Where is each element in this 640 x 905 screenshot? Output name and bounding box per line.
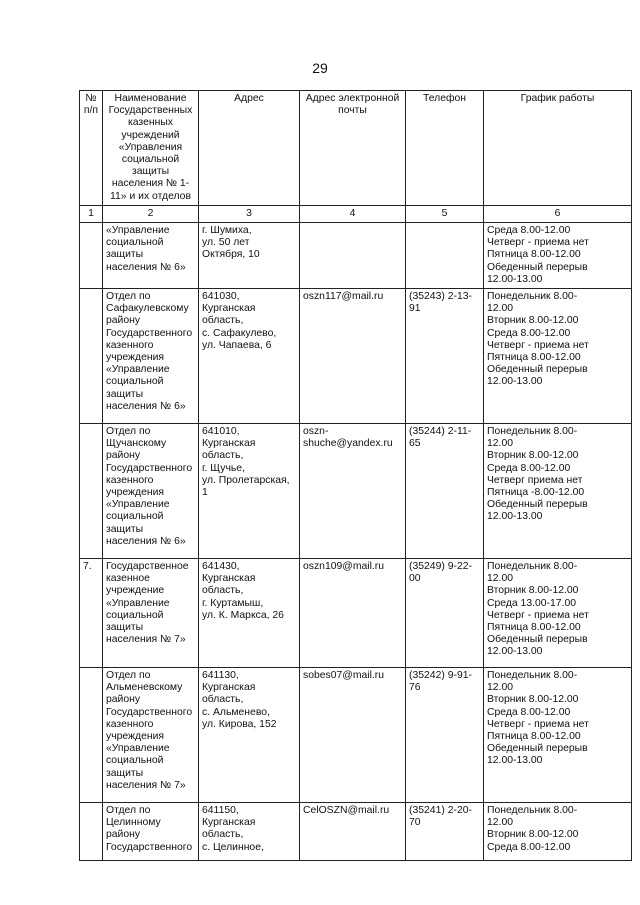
institution-name: «Управление социальной защиты населения № 6» bbox=[103, 223, 199, 289]
institution-address: 641130, Курганская область, с. Альменево, ул. Кирова, 152 bbox=[199, 668, 300, 803]
institution-email: oszn109@mail.ru bbox=[300, 559, 406, 668]
institution-schedule: Понедельник 8.00- 12.00 Вторник 8.00-12.00 Среда 8.00-12.00 Четверг - приема нет Пятница 8.00-12.00 Обеденный перерыв 12.00-13.00 bbox=[484, 668, 632, 803]
institution-phone: (35241) 2-20- 70 bbox=[406, 803, 484, 861]
row-number bbox=[80, 668, 103, 803]
page-number: 29 bbox=[312, 60, 328, 76]
institution-address: 641030, Курганская область, с. Сафакулево, ул. Чапаева, 6 bbox=[199, 289, 300, 424]
institution-schedule: Понедельник 8.00- 12.00 Вторник 8.00-12.00 Среда 8.00-12.00 Четверг приема нет Пятница -8.00-12.00 Обеденный перерыв 12.00-13.00 bbox=[484, 424, 632, 559]
row-number bbox=[80, 289, 103, 424]
header-name: Наименование Государственных казенных учреждений «Управления социальной защиты населения № 1-11» и их отделов bbox=[103, 91, 199, 206]
institution-address: 641430, Курганская область, г. Куртамыш, ул. К. Маркса, 26 bbox=[199, 559, 300, 668]
institution-name: Отдел по Целинному району Государственного bbox=[103, 803, 199, 861]
institution-email bbox=[300, 223, 406, 289]
table-row bbox=[80, 223, 632, 289]
institution-name: Государственное казенное учреждение «Управление социальной защиты населения № 7» bbox=[103, 559, 199, 668]
institution-phone bbox=[406, 223, 484, 289]
table-row bbox=[80, 424, 632, 559]
header-email: Адрес электронной почты bbox=[300, 91, 406, 206]
institution-phone: (35249) 9-22- 00 bbox=[406, 559, 484, 668]
institution-email: oszn- shuche@yandex.ru bbox=[300, 424, 406, 559]
column-number: 4 bbox=[300, 205, 406, 222]
institution-email: sobes07@mail.ru bbox=[300, 668, 406, 803]
header-phone: Телефон bbox=[406, 91, 484, 206]
header-address: Адрес bbox=[199, 91, 300, 206]
institution-address: 641150, Курганская область, с. Целинное, bbox=[199, 803, 300, 861]
row-number bbox=[80, 803, 103, 861]
column-number-row bbox=[80, 205, 632, 222]
header-num: № п/п bbox=[80, 91, 103, 206]
institution-schedule: Среда 8.00-12.00 Четверг - приема нет Пятница 8.00-12.00 Обеденный перерыв 12.00-13.00 bbox=[484, 223, 632, 289]
institution-phone: (35244) 2-11- 65 bbox=[406, 424, 484, 559]
table-row bbox=[80, 559, 632, 668]
institution-name: Отдел по Альменевскому району Государственного казенного учреждения «Управление социальной защиты населения № 7» bbox=[103, 668, 199, 803]
table-row bbox=[80, 668, 632, 803]
institution-email: oszn117@mail.ru bbox=[300, 289, 406, 424]
institution-email: CelOSZN@mail.ru bbox=[300, 803, 406, 861]
table-row bbox=[80, 803, 632, 861]
row-number bbox=[80, 424, 103, 559]
column-number: 1 bbox=[80, 205, 103, 222]
institution-name: Отдел по Сафакулевскому району Государственного казенного учреждения «Управление социальной защиты населения № 6» bbox=[103, 289, 199, 424]
institution-schedule: Понедельник 8.00- 12.00 Вторник 8.00-12.00 Среда 13.00-17.00 Четверг - приема нет Пятница 8.00-12.00 Обеденный перерыв 12.00-13.00 bbox=[484, 559, 632, 668]
row-number: 7. bbox=[80, 559, 103, 668]
column-number: 3 bbox=[199, 205, 300, 222]
header-schedule: График работы bbox=[484, 91, 632, 206]
institution-address: 641010, Курганская область, г. Щучье, ул. Пролетарская, 1 bbox=[199, 424, 300, 559]
institutions-table bbox=[79, 90, 632, 861]
column-number: 2 bbox=[103, 205, 199, 222]
institution-address: г. Шумиха, ул. 50 лет Октября, 10 bbox=[199, 223, 300, 289]
column-number: 6 bbox=[484, 205, 632, 222]
institution-phone: (35243) 2-13- 91 bbox=[406, 289, 484, 424]
table-row bbox=[80, 289, 632, 424]
institution-schedule: Понедельник 8.00- 12.00 Вторник 8.00-12.00 Среда 8.00-12.00 bbox=[484, 803, 632, 861]
header-row bbox=[80, 91, 632, 206]
institution-phone: (35242) 9-91- 76 bbox=[406, 668, 484, 803]
column-number: 5 bbox=[406, 205, 484, 222]
row-number bbox=[80, 223, 103, 289]
institution-name: Отдел по Щучанскому району Государственного казенного учреждения «Управление социальной защиты населения № 6» bbox=[103, 424, 199, 559]
institution-schedule: Понедельник 8.00- 12.00 Вторник 8.00-12.00 Среда 8.00-12.00 Четверг - приема нет Пятница 8.00-12.00 Обеденный перерыв 12.00-13.00 bbox=[484, 289, 632, 424]
